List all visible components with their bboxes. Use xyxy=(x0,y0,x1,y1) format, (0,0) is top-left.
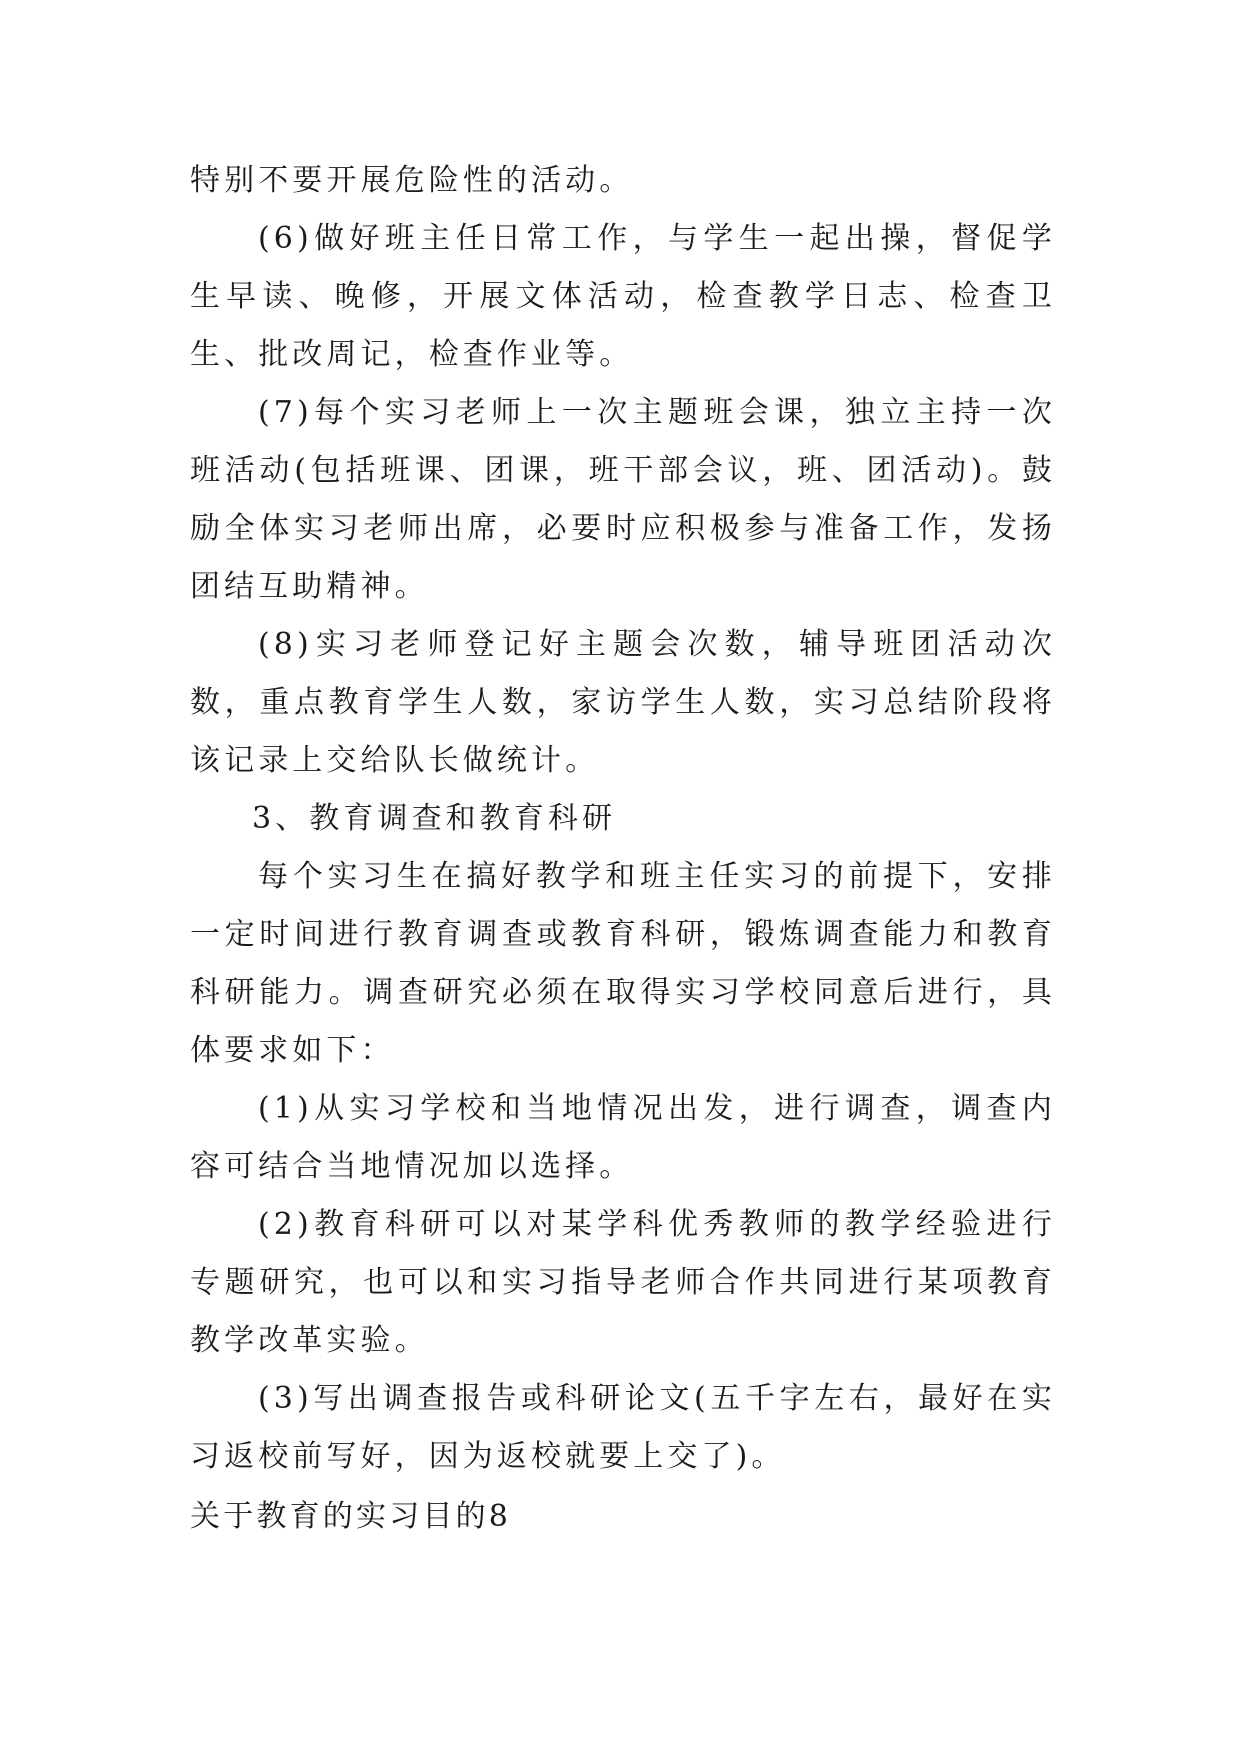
section-title: 关于教育的实习目的8 xyxy=(190,1499,512,1534)
paragraph-safety-note: 特别不要开展危险性的活动。 xyxy=(190,163,634,198)
paragraph-research-item-3: (3)写出调查报告或科研论文(五千字左右，最好在实习返校前写好，因为返校就要上交了)。 xyxy=(190,1381,1056,1474)
paragraph-item-7: (7)每个实习老师上一次主题班会课，独立主持一次班活动(包括班课、团课，班干部会议，班、团活动)。鼓励全体实习老师出席，必要时应积极参与准备工作，发扬团结互助精神。 xyxy=(190,395,1056,604)
paragraph-item-6: (6)做好班主任日常工作，与学生一起出操，督促学生早读、晚修，开展文体活动，检查教学日志、检查卫生、批改周记，检查作业等。 xyxy=(190,221,1056,372)
paragraph-research-item-1: (1)从实习学校和当地情况出发，进行调查，调查内容可结合当地情况加以选择。 xyxy=(190,1091,1056,1184)
subheading-research: 3、教育调查和教育科研 xyxy=(252,801,617,836)
paragraph-research-intro: 每个实习生在搞好教学和班主任实习的前提下，安排一定时间进行教育调查或教育科研，锻炼调查能力和教育科研能力。调查研究必须在取得实习学校同意后进行，具体要求如下： xyxy=(190,859,1056,1068)
paragraph-item-8: (8)实习老师登记好主题会次数，辅导班团活动次数，重点教育学生人数，家访学生人数，实习总结阶段将该记录上交给队长做统计。 xyxy=(190,627,1056,778)
document-body xyxy=(190,152,1056,1546)
paragraph-research-item-2: (2)教育科研可以对某学科优秀教师的教学经验进行专题研究，也可以和实习指导老师合作共同进行某项教育教学改革实验。 xyxy=(190,1207,1056,1358)
